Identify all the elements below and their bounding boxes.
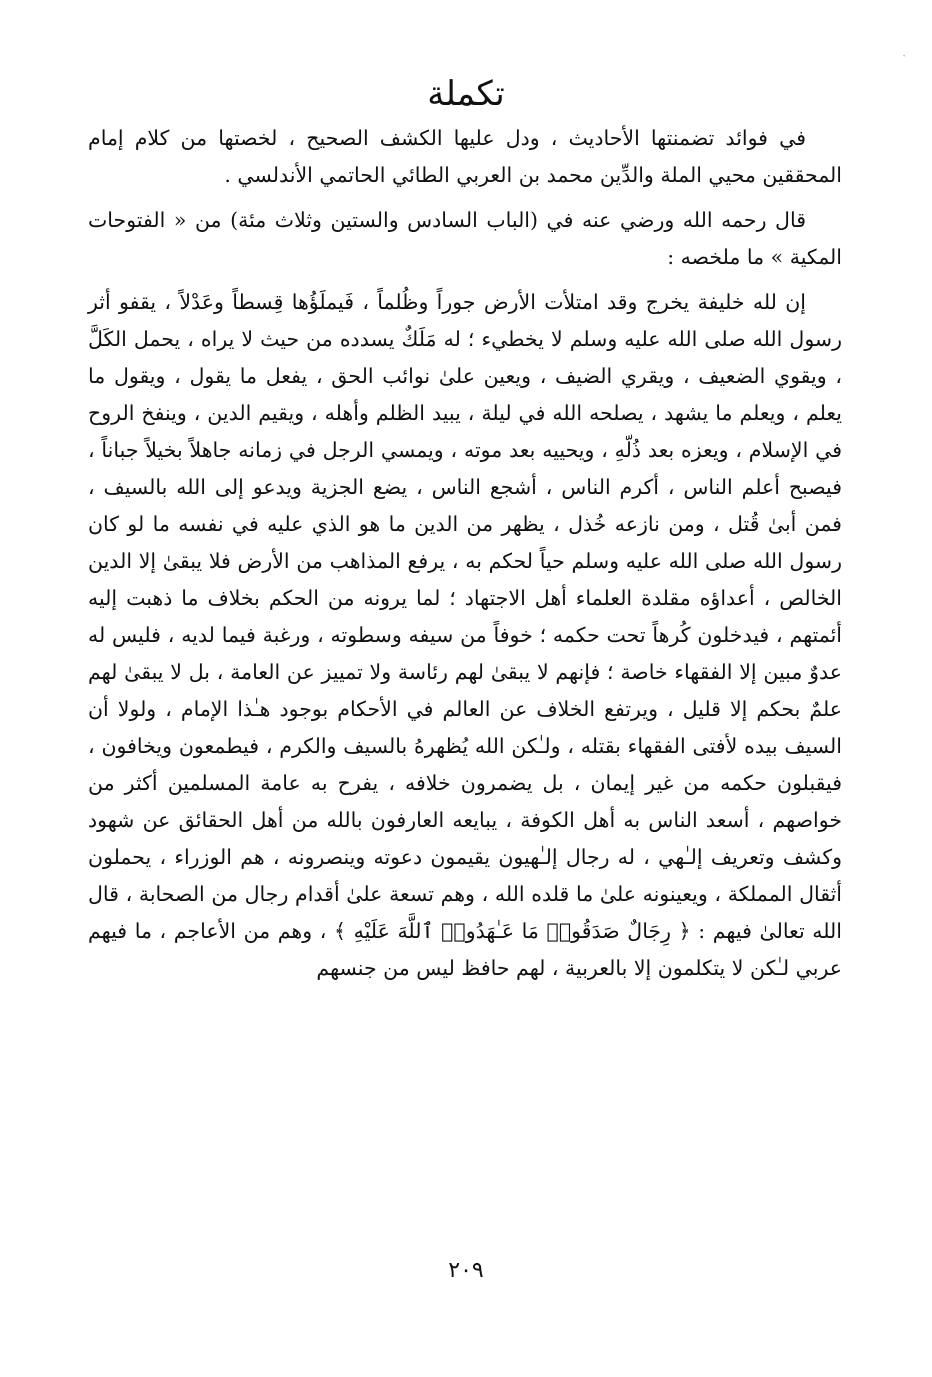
- paragraph-intro: في فوائد تضمنتها الأحاديث ، ودل عليها الكشف الصحيح ، لخصتها من كلام إمام المحققين محيي الملة والدِّين محمد بن العربي الطائي الحاتمي الأندلسي .: [88, 126, 842, 187]
- body-text: [88, 120, 842, 987]
- section-heading: تكملة: [427, 74, 505, 114]
- page-number: ٢٠٩: [448, 1258, 484, 1283]
- corner-mark: ˎ: [902, 44, 906, 57]
- paragraph-main: إن لله خليفة يخرج وقد امتلأت الأرض جوراً وظُلماً ، فَيملَؤُها قِسطاً وعَدْلاً ، يقفو أثر رسول الله صلى الله عليه وسلم لا يخطيء ؛ له مَلَكٌ يسدده من حيث لا يراه ، يحمل الكَلَّ ، ويقوي الضعيف ، ويقري الضيف ، ويعين علىٰ نوائب الحق ، يفعل ما يقول ، ويقول ما يعلم ، ويعلم ما يشهد ، يصلحه الله في ليلة ، يبيد الظلم وأهله ، ويقيم الدين ، وينفخ الروح في الإسلام ، ويعزه بعد ذُلّهِ ، ويحييه بعد موته ، ويمسي الرجل في زمانه جاهلاً بخيلاً جباناً ، فيصبح أعلم الناس ، أكرم الناس ، أشجع الناس ، يضع الجزية ويدعو إلى الله بالسيف ، فمن أبىٰ قُتل ، ومن نازعه خُذل ، يظهر من الدين ما هو الذي عليه في نفسه ما لو كان رسول الله صلى الله عليه وسلم حياً لحكم به ، يرفع المذاهب من الأرض فلا يبقىٰ إلا الدين الخالص ، أعداؤه مقلدة العلماء أهل الاجتهاد ؛ لما يرونه من الحكم بخلاف ما ذهبت إليه أئمتهم ، فيدخلون كُرهاً تحت حكمه ؛ خوفاً من سيفه وسطوته ، ورغبة فيما لديه ، فليس له عدوٌ مبين إلا الفقهاء خاصة ؛ فإنهم لا يبقىٰ لهم رئاسة ولا تمييز عن العامة ، بل لا يبقىٰ لهم علمٌ بحكم إلا قليل ، ويرتفع الخلاف عن العالم في الأحكام بوجود هـٰذا الإمام ، ولولا أن السيف بيده لأفتى الفقهاء بقتله ، ولـٰكن الله يُظهرهُ بالسيف والكرم ، فيطمعون ويخافون ، فيقبلون حكمه من غير إيمان ، بل يضمرون خلافه ، يفرح به عامة المسلمين أكثر من خواصهم ، أسعد الناس به أهل الكوفة ، يبايعه العارفون بالله من أهل الحقائق عن شهود وكشف وتعريف إلـٰهي ، له رجال إلـٰهيون يقيمون دعوته وينصرونه ، هم الوزراء ، يحملون أثقال المملكة ، ويعينونه علىٰ ما قلده الله ، وهم تسعة علىٰ أقدام رجال من الصحابة ، قال الله تعالىٰ فيهم : ﴿ رِجَالٌ صَدَقُوا۟ مَا عَـٰهَدُوا۟ ٱللَّهَ عَلَيْهِ ﴾ ، وهم من الأعاجم ، ما فيهم عربي لـٰكن لا يتكلمون إلا بالعربية ، لهم حافظ ليس من جنسهم: [88, 290, 842, 980]
- paragraph-citation: قال رحمه الله ورضي عنه في (الباب السادس والستين وثلاث مئة) من « الفتوحات المكية » ما ملخصه :: [88, 208, 842, 269]
